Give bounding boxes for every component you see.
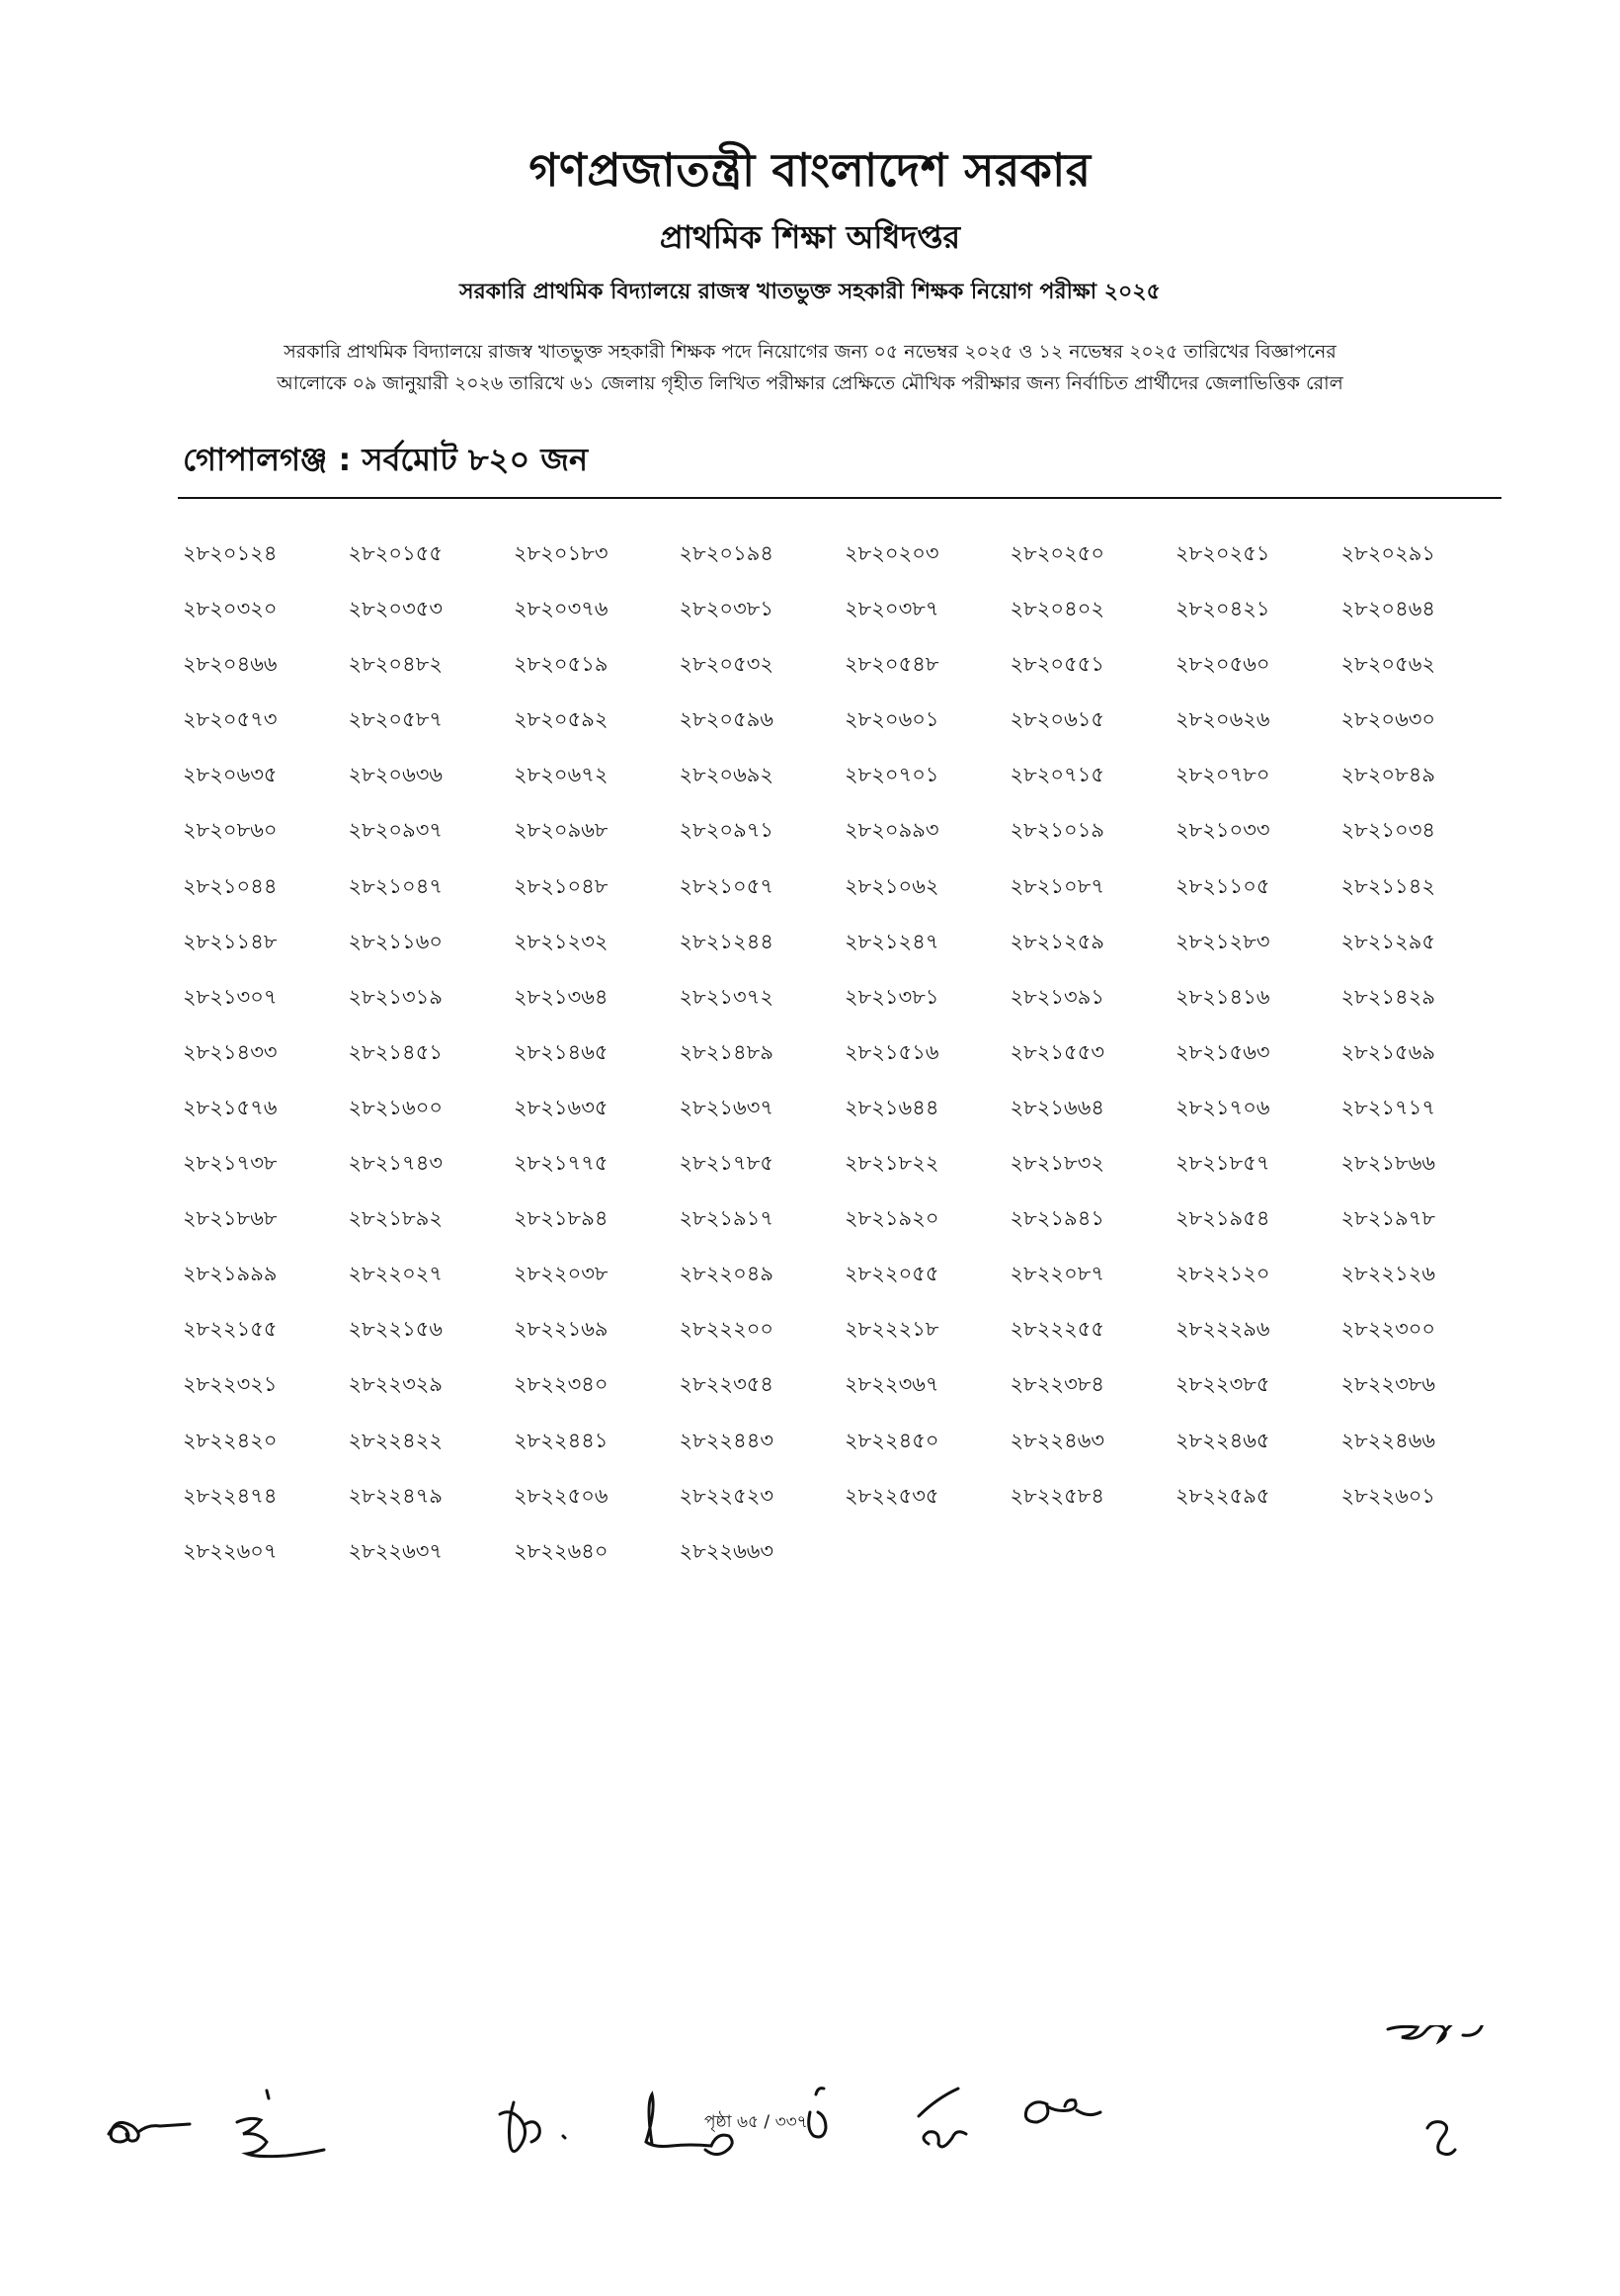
roll-number: ২৮২২৫২৩ [679, 1483, 774, 1508]
roll-number: ২৮২১৯৭৮ [1340, 1206, 1435, 1231]
roll-number: ২৮২১৯৯৯ [183, 1262, 278, 1286]
roll-number: ২৮২২৩৮৫ [1175, 1372, 1270, 1397]
heading-divider [178, 497, 1501, 499]
signature-icon [1025, 2100, 1100, 2122]
roll-number: ২৮২১১০৫ [1175, 873, 1270, 898]
roll-number: ২৮২২০৫৫ [845, 1262, 939, 1286]
roll-number: ২৮২১৩১৯ [348, 984, 443, 1009]
roll-number: ২৮২২৫৯৫ [1175, 1483, 1270, 1508]
notice-line-1: সরকারি প্রাথমিক বিদ্যালয়ে রাজস্ব খাতভুক্ত সহকারী শিক্ষক পদে নিয়োগের জন্য ০৫ নভেম্বর ২০২৫ ও ১২ নভেম্বর ২০২৫ তারিখের বিজ্ঞাপনের [284, 341, 1336, 363]
roll-number: ২৮২০৩৭৬ [514, 597, 608, 621]
roll-number: ২৮২২১৫৬ [348, 1317, 443, 1342]
roll-number: ২৮২১৮৬৮ [183, 1206, 278, 1231]
roll-number: ২৮২২৬০৭ [183, 1538, 278, 1563]
roll-number: ২৮২০৫৮৭ [348, 707, 443, 732]
roll-number: ২৮২২৩৮৪ [1010, 1372, 1104, 1397]
roll-number: ২৮২০৮৬০ [183, 818, 278, 843]
roll-number: ২৮২১২৪৪ [679, 929, 773, 953]
roll-number: ২৮২১৮৬৬ [1340, 1151, 1435, 1176]
roll-number: ২৮২১৪৮৯ [679, 1039, 773, 1064]
roll-number: ২৮২০৩৮১ [679, 597, 773, 621]
roll-number: ২৮২১৫১৬ [845, 1039, 939, 1064]
roll-number: ২৮২১৮২২ [845, 1151, 939, 1176]
roll-number: ২৮২২৪৬৬ [1340, 1428, 1436, 1452]
roll-number: ২৮২০৬২৬ [1175, 707, 1270, 732]
roll-number: ২৮২০৪৬৪ [1340, 597, 1435, 621]
roll-number: ২৮২০৫৯২ [514, 707, 608, 732]
roll-number: ২৮২০৫৯৬ [679, 707, 773, 732]
roll-number: ২৮২২৩২৯ [348, 1372, 444, 1397]
roll-number: ২৮২১৭০৬ [1175, 1095, 1270, 1119]
roll-number: ২৮২১০৩৩ [1175, 818, 1270, 843]
roll-number: ২৮২১৩৭২ [679, 984, 774, 1009]
roll-number: ২৮২২০২৭ [348, 1262, 444, 1286]
roll-number: ২৮২১৬৪৪ [845, 1095, 939, 1119]
roll-number: ২৮২১৪৬৫ [514, 1039, 608, 1064]
roll-number: ২৮২১০৮৭ [1010, 873, 1104, 898]
roll-number: ২৮২১২৫৯ [1010, 929, 1104, 953]
roll-number: ২৮২১৩৮১ [845, 984, 939, 1009]
roll-number: ২৮২০৪২১ [1175, 597, 1270, 621]
roll-number: ২৮২০৫৩২ [679, 652, 774, 677]
roll-number: ২৮২১০৩৪ [1340, 818, 1435, 843]
roll-number: ২৮২০২৯১ [1340, 541, 1435, 565]
roll-number: ২৮২১৩৬৪ [514, 984, 608, 1009]
roll-number: ২৮২১০৫৭ [679, 873, 773, 898]
roll-number: ২৮২১২৯৫ [1340, 929, 1435, 953]
roll-number: ২৮২১০৪৭ [348, 873, 443, 898]
department-title: প্রাথমিক শিক্ষা অধিদপ্তর [659, 218, 961, 256]
roll-number: ২৮২০৫১৯ [514, 652, 608, 677]
roll-number: ২৮২০১৫৫ [348, 541, 443, 565]
roll-number: ২৮২২১৬৯ [514, 1317, 608, 1342]
roll-number: ২৮২২৪৫০ [845, 1428, 939, 1452]
roll-number: ২৮২২৩৮৬ [1340, 1372, 1436, 1397]
roll-number: ২৮২০৬৯২ [679, 763, 774, 787]
roll-number: ২৮২১৫৫৩ [1010, 1039, 1104, 1064]
roll-number: ২৮২০৩২০ [183, 597, 278, 621]
roll-number: ২৮২২২০০ [679, 1317, 774, 1342]
roll-number: ২৮২০৫৬২ [1340, 652, 1436, 677]
roll-number: ২৮২২৪৬৩ [1010, 1428, 1105, 1452]
roll-number: ২৮২০৫৬০ [1175, 652, 1270, 677]
roll-number: ২৮২০৫৫১ [1010, 652, 1104, 677]
roll-number: ২৮২১৭৪৩ [348, 1151, 443, 1176]
roll-number: ২৮২২২৫৫ [1010, 1317, 1104, 1342]
roll-number: ২৮২০৫৪৮ [845, 652, 939, 677]
roll-number: ২৮২০৬৩০ [1340, 707, 1436, 732]
signature-icon [237, 2118, 324, 2156]
roll-number: ২৮২১৫৬৯ [1340, 1039, 1435, 1064]
notice-text [178, 336, 1442, 399]
roll-number: ২৮২২৪২০ [183, 1428, 278, 1452]
roll-number: ২৮২২০৮৭ [1010, 1262, 1105, 1286]
roll-number: ২৮২১৫৬৩ [1175, 1039, 1270, 1064]
roll-number: ২৮২২৬০১ [1340, 1483, 1436, 1508]
roll-number: ২৮২২৪৬৫ [1175, 1428, 1270, 1452]
signature-icon [1427, 2122, 1455, 2155]
roll-number: ২৮২১৮৯৪ [514, 1206, 608, 1231]
roll-number: ২৮২২৩৪০ [514, 1372, 608, 1397]
roll-number: ২৮২১৭১৭ [1340, 1095, 1435, 1119]
exam-title: সরকারি প্রাথমিক বিদ্যালয়ে রাজস্ব খাতভুক্ত সহকারী শিক্ষক নিয়োগ পরীক্ষা ২০২৫ [459, 280, 1161, 304]
roll-number: ২৮২০৬৩৫ [183, 763, 278, 787]
roll-number: ২৮২১৯১৭ [679, 1206, 773, 1231]
roll-number: ২৮২১৪২৯ [1340, 984, 1435, 1009]
roll-number: ২৮২১২৪৭ [845, 929, 939, 953]
roll-number: ২৮২১৮৩২ [1010, 1151, 1104, 1176]
roll-number: ২৮২১১৬০ [348, 929, 443, 953]
roll-number: ২৮২১৯৪১ [1010, 1206, 1104, 1231]
district-heading: গোপালগঞ্জ : সর্বমোট ৮২০ জন [183, 441, 589, 478]
roll-number: ২৮২১৭৭৫ [514, 1151, 608, 1176]
roll-number: ২৮২২৩০০ [1340, 1317, 1436, 1342]
roll-number: ২৮২০৫৭৩ [183, 707, 278, 732]
roll-number: ২৮২০১৯৪ [679, 541, 773, 565]
roll-number: ২৮২০৪৬৬ [183, 652, 278, 677]
roll-number: ২৮২১২৮৩ [1175, 929, 1270, 953]
roll-number: ২৮২০৯৭১ [679, 818, 773, 843]
roll-number: ২৮২২৩৬৭ [845, 1372, 939, 1397]
roll-number: ২৮২১৫৭৬ [183, 1095, 278, 1119]
roll-number: ২৮২২১২৬ [1340, 1262, 1436, 1286]
roll-number: ২৮২১২৩২ [514, 929, 608, 953]
roll-number: ২৮২২১২০ [1175, 1262, 1270, 1286]
roll-number: ২৮২১৪১৬ [1175, 984, 1270, 1009]
roll-number: ২৮২০৪০২ [1010, 597, 1105, 621]
roll-number: ২৮২১৮৯২ [348, 1206, 443, 1231]
roll-number: ২৮২২৬৪০ [514, 1538, 608, 1563]
roll-number: ২৮২১৬৬৪ [1010, 1095, 1104, 1119]
roll-number: ২৮২২৪২২ [348, 1428, 444, 1452]
roll-number: ২৮২২৫৩৫ [845, 1483, 939, 1508]
roll-number-grid [183, 526, 1506, 1579]
roll-number: ২৮২১৪৩৩ [183, 1039, 278, 1064]
roll-number: ২৮২০৬৩৬ [348, 763, 444, 787]
roll-number: ২৮২২৬৩৭ [348, 1538, 444, 1563]
roll-number: ২৮২১৭৩৮ [183, 1151, 278, 1176]
roll-number: ২৮২০১৮৩ [514, 541, 608, 565]
roll-number: ২৮২২২৯৬ [1175, 1317, 1270, 1342]
roll-number: ২৮২১০১৯ [1010, 818, 1104, 843]
government-title: গণপ্রজাতন্ত্রী বাংলাদেশ সরকার [528, 143, 1092, 197]
roll-number: ২৮২০৬১৫ [1010, 707, 1104, 732]
roll-number: ২৮২০২০৩ [845, 541, 939, 565]
notice-line-2: আলোকে ০৯ জানুয়ারী ২০২৬ তারিখে ৬১ জেলায় গৃহীত লিখিত পরীক্ষার প্রেক্ষিতে মৌখিক পরীক্ষার জন্য নির্বাচিত প্রার্থীদের জেলাভিত্তিক রোল [277, 372, 1343, 394]
roll-number: ২৮২২৫০৬ [514, 1483, 608, 1508]
roll-number: ২৮২২৪৭৪ [183, 1483, 278, 1508]
roll-number: ২৮২১১৪২ [1340, 873, 1435, 898]
signature-icon [267, 2091, 269, 2098]
roll-number: ২৮২১৬৩৭ [679, 1095, 774, 1119]
roll-number: ২৮২০৯৯৩ [845, 818, 939, 843]
roll-number: ২৮২১৯৫৪ [1175, 1206, 1270, 1231]
roll-number: ২৮২১৮৫৭ [1175, 1151, 1270, 1176]
roll-number: ২৮২২৪৪১ [514, 1428, 608, 1452]
page-number: পৃষ্ঠা ৬৫ / ৩৩৭ [704, 2112, 808, 2132]
roll-number: ২৮২২০৪৯ [679, 1262, 773, 1286]
roll-number: ২৮২২৩৫৪ [679, 1372, 773, 1397]
roll-number: ২৮২২০৩৮ [514, 1262, 608, 1286]
roll-number: ২৮২২৫৮৪ [1010, 1483, 1104, 1508]
signature-icon [809, 2089, 826, 2137]
signature-icon [919, 2089, 966, 2147]
roll-number: ২৮২১৯২০ [845, 1206, 939, 1231]
roll-number: ২৮২০৪৮২ [348, 652, 443, 677]
roll-number: ২৮২১৬০০ [348, 1095, 444, 1119]
roll-number: ২৮২০৭১৫ [1010, 763, 1104, 787]
roll-number: ২৮২১৭৮৫ [679, 1151, 773, 1176]
roll-number: ২৮২২৩২১ [183, 1372, 278, 1397]
signature-icon [1388, 2025, 1484, 2041]
roll-number: ২৮২১০৬২ [845, 873, 939, 898]
roll-number: ২৮২০৩৫৩ [348, 597, 444, 621]
roll-number: ২৮২০৩৮৭ [845, 597, 939, 621]
roll-number: ২৮২২৪৪৩ [679, 1428, 773, 1452]
roll-number: ২৮২১৩৯১ [1010, 984, 1104, 1009]
roll-number: ২৮২২১৫৫ [183, 1317, 278, 1342]
roll-number: ২৮২১৩০৭ [183, 984, 278, 1009]
roll-number: ২৮২১০৪৪ [183, 873, 278, 898]
roll-number: ২৮২১৪৫১ [348, 1039, 443, 1064]
roll-number: ২৮২১১৪৮ [183, 929, 278, 953]
roll-number: ২৮২০৯৩৭ [348, 818, 444, 843]
roll-number: ২৮২২৪৭৯ [348, 1483, 443, 1508]
roll-number: ২৮২০৮৪৯ [1340, 763, 1435, 787]
roll-number: ২৮২০৭০১ [845, 763, 939, 787]
signature-icon [500, 2102, 565, 2152]
roll-number: ২৮২০২৫১ [1175, 541, 1270, 565]
roll-number: ২৮২২৬৬৩ [679, 1538, 774, 1563]
roll-number: ২৮২০২৫০ [1010, 541, 1105, 565]
roll-number: ২৮২২২১৮ [845, 1317, 939, 1342]
roll-number: ২৮২০৭৮০ [1175, 763, 1270, 787]
roll-number: ২৮২০৯৬৮ [514, 818, 608, 843]
roll-number: ২৮২০৬০১ [845, 707, 939, 732]
signature-icon [109, 2122, 190, 2142]
roll-number: ২৮২০৬৭২ [514, 763, 608, 787]
signatures-row [99, 2025, 1600, 2203]
roll-number: ২৮২০১২৪ [183, 541, 278, 565]
roll-number: ২৮২১৬৩৫ [514, 1095, 608, 1119]
roll-number: ২৮২১০৪৮ [514, 873, 608, 898]
